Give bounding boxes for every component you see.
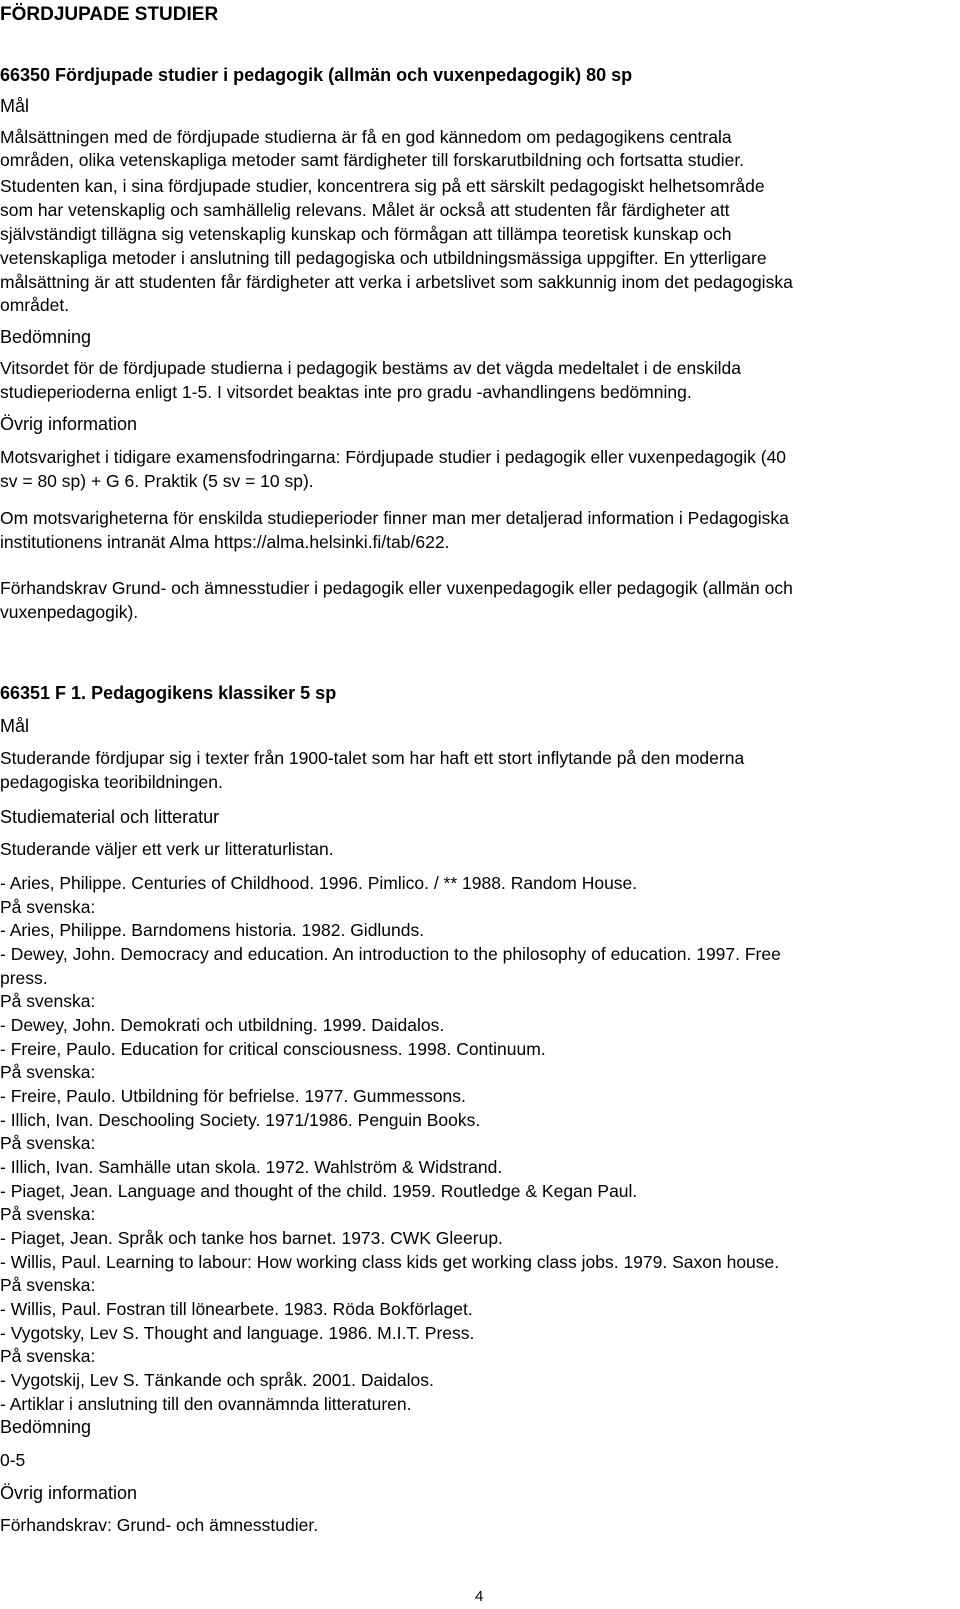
body-text: vuxenpedagogik). bbox=[0, 602, 139, 622]
literature-label: På svenska: bbox=[0, 991, 96, 1011]
literature-label: På svenska: bbox=[0, 1204, 96, 1224]
literature-label: På svenska: bbox=[0, 1346, 96, 1366]
body-text: vetenskapliga metoder i anslutning till pedagogiska och utbildningsmässiga uppgifter. En ytterligare bbox=[0, 248, 767, 268]
literature-label: På svenska: bbox=[0, 1133, 96, 1153]
literature-item: - Freire, Paulo. Education for critical consciousness. 1998. Continuum. bbox=[0, 1039, 546, 1059]
body-text: självständigt tillägna sig vetenskaplig kunskap och förmågan att tillämpa teoretisk kunskap och bbox=[0, 224, 732, 244]
body-text: Studerande fördjupar sig i texter från 1900-talet som har haft ett stort inflytande på den moderna bbox=[0, 748, 745, 768]
body-text: sv = 80 sp) + G 6. Praktik (5 sv = 10 sp). bbox=[0, 471, 314, 491]
literature-item: - Dewey, John. Democracy and education. An introduction to the philosophy of education. 1997. Free bbox=[0, 944, 781, 964]
section-heading: Bedömning bbox=[0, 1417, 92, 1437]
body-text: Om motsvarigheterna för enskilda studieperioder finner man mer detaljerad information i Pedagogiska bbox=[0, 508, 789, 528]
body-text: Förhandskrav Grund- och ämnesstudier i pedagogik eller vuxenpedagogik eller pedagogik (allmän och bbox=[0, 578, 793, 598]
body-text: områden, olika vetenskapliga metoder samt färdigheter till forskarutbildning och fortsatta studier. bbox=[0, 150, 745, 170]
literature-item: - Willis, Paul. Learning to labour: How working class kids get working class jobs. 1979. Saxon house. bbox=[0, 1252, 780, 1272]
section-heading: Övrig information bbox=[0, 1483, 138, 1503]
body-text: Studenten kan, i sina fördjupade studier, koncentrera sig på ett särskilt pedagogiskt helhetsområde bbox=[0, 176, 765, 196]
literature-item: - Freire, Paulo. Utbildning för befrielse. 1977. Gummessons. bbox=[0, 1086, 466, 1106]
body-text: Målsättningen med de fördjupade studierna är få en god kännedom om pedagogikens centrala bbox=[0, 127, 732, 147]
body-text: området. bbox=[0, 295, 70, 315]
literature-item: - Artiklar i anslutning till den ovannämnda litteraturen. bbox=[0, 1394, 412, 1414]
literature-item: - Vygotsky, Lev S. Thought and language. 1986. M.I.T. Press. bbox=[0, 1323, 475, 1343]
literature-item: - Aries, Philippe. Barndomens historia. 1982. Gidlunds. bbox=[0, 920, 425, 940]
literature-label: På svenska: bbox=[0, 1275, 96, 1295]
body-text: målsättning är att studenten får färdigheter att verka i arbetslivet som sakkunnig inom det pedagogiska bbox=[0, 272, 793, 292]
literature-item: - Illich, Ivan. Deschooling Society. 1971/1986. Penguin Books. bbox=[0, 1110, 481, 1130]
literature-label: På svenska: bbox=[0, 897, 96, 917]
body-text: pedagogiska teoribildningen. bbox=[0, 772, 223, 792]
literature-item: - Illich, Ivan. Samhälle utan skola. 1972. Wahlström & Widstrand. bbox=[0, 1157, 503, 1177]
section-heading: Övrig information bbox=[0, 414, 138, 434]
body-text: studieperioderna enligt 1-5. I vitsordet beaktas inte pro gradu -avhandlingens bedömning. bbox=[0, 382, 692, 402]
section-heading: Mål bbox=[0, 716, 30, 736]
literature-label: På svenska: bbox=[0, 1062, 96, 1082]
literature-item: - Vygotskij, Lev S. Tänkande och språk. 2001. Daidalos. bbox=[0, 1370, 434, 1390]
literature-item: - Piaget, Jean. Språk och tanke hos barnet. 1973. CWK Gleerup. bbox=[0, 1228, 503, 1248]
body-text: institutionens intranät Alma https://alma.helsinki.fi/tab/622. bbox=[0, 532, 450, 552]
literature-item: - Willis, Paul. Fostran till lönearbete. 1983. Röda Bokförlaget. bbox=[0, 1299, 473, 1319]
section-heading: Bedömning bbox=[0, 327, 92, 347]
literature-item: - Aries, Philippe. Centuries of Childhood. 1996. Pimlico. / ** 1988. Random House. bbox=[0, 873, 638, 893]
body-text: som har vetenskaplig och samhällelig relevans. Målet är också att studenten får färdigheter att bbox=[0, 200, 730, 220]
body-text: Förhandskrav: Grund- och ämnesstudier. bbox=[0, 1515, 319, 1535]
literature-item: press. bbox=[0, 968, 48, 988]
section-heading: Mål bbox=[0, 96, 30, 116]
page-number: 4 bbox=[475, 1588, 484, 1605]
body-text: Studerande väljer ett verk ur litteraturlistan. bbox=[0, 839, 334, 859]
course-title: 66351 F 1. Pedagogikens klassiker 5 sp bbox=[0, 683, 337, 703]
body-text: Motsvarighet i tidigare examensfodringarna: Fördjupade studier i pedagogik eller vuxenpedagogik (40 bbox=[0, 447, 787, 467]
body-text: Vitsordet för de fördjupade studierna i pedagogik bestäms av det vägda medeltalet i de enskilda bbox=[0, 358, 741, 378]
section-heading: Studiematerial och litteratur bbox=[0, 807, 220, 827]
literature-item: - Piaget, Jean. Language and thought of the child. 1959. Routledge & Kegan Paul. bbox=[0, 1181, 638, 1201]
body-text: 0-5 bbox=[0, 1450, 26, 1470]
document-heading: FÖRDJUPADE STUDIER bbox=[0, 4, 219, 25]
course-title: 66350 Fördjupade studier i pedagogik (allmän och vuxenpedagogik) 80 sp bbox=[0, 65, 633, 85]
literature-item: - Dewey, John. Demokrati och utbildning. 1999. Daidalos. bbox=[0, 1015, 445, 1035]
